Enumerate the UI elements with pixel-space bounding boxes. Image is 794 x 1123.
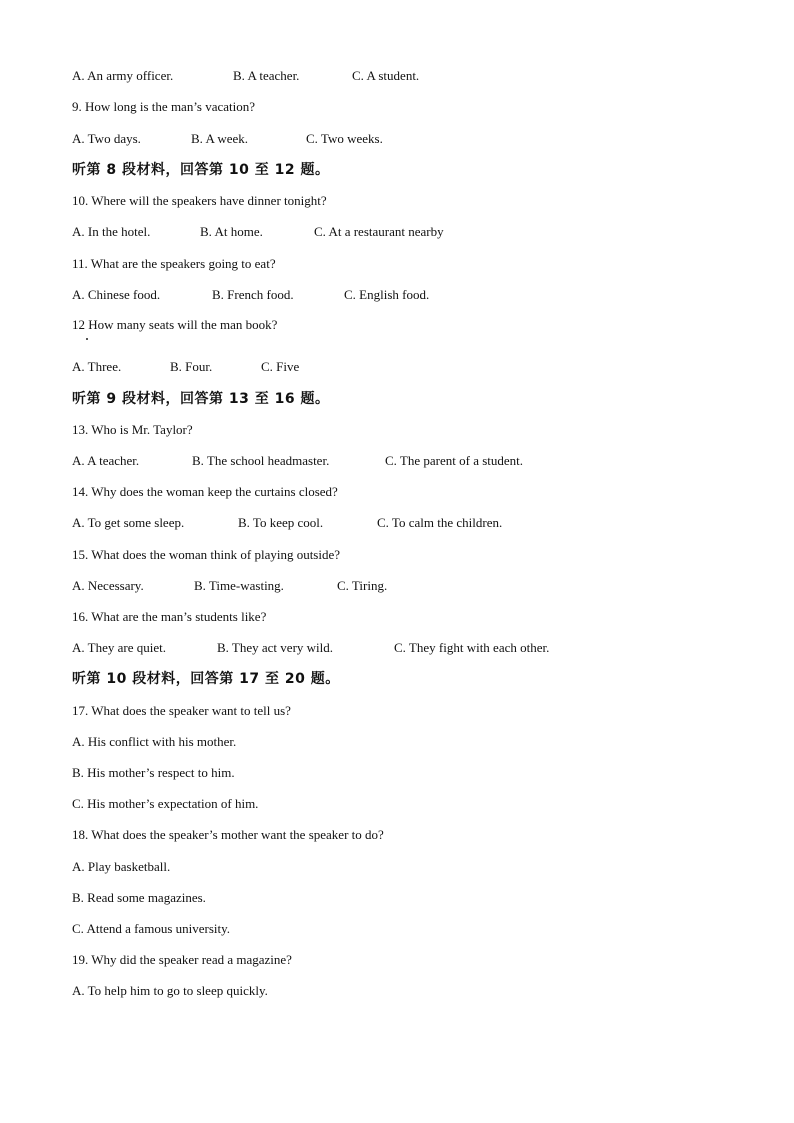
option-b: B. At home. bbox=[200, 224, 263, 239]
question-19: 19. Why did the speaker read a magazine? bbox=[72, 952, 292, 967]
q18-option-a: A. Play basketball. bbox=[72, 859, 171, 874]
question-15: 15. What does the woman think of playing outside? bbox=[72, 547, 341, 562]
question-12: 12 How many seats will the man book? bbox=[72, 317, 278, 332]
question-9: 9. How long is the man’s vacation? bbox=[72, 99, 256, 114]
q18-option-c: C. Attend a famous university. bbox=[72, 921, 231, 936]
question-13: 13. Who is Mr. Taylor? bbox=[72, 422, 193, 437]
option-b: B. A week. bbox=[191, 131, 249, 146]
question-18: 18. What does the speaker’s mother want the speaker to do? bbox=[72, 827, 384, 842]
option-c: C. Two weeks. bbox=[306, 131, 383, 146]
question-17: 17. What does the speaker want to tell us? bbox=[72, 703, 291, 718]
section-heading-10: 听第 10 段材料，回答第 17 至 20 题。 bbox=[72, 671, 340, 687]
q17-option-c: C. His mother’s expectation of him. bbox=[72, 796, 259, 811]
option-c: C. To calm the children. bbox=[377, 515, 503, 530]
question-11: 11. What are the speakers going to eat? bbox=[72, 256, 276, 271]
question-10: 10. Where will the speakers have dinner tonight? bbox=[72, 193, 327, 208]
option-c: C. A student. bbox=[352, 68, 420, 83]
q18-option-b: B. Read some magazines. bbox=[72, 890, 206, 905]
option-c: C. They fight with each other. bbox=[394, 640, 550, 655]
option-b: B. The school headmaster. bbox=[192, 453, 330, 468]
q17-option-a: A. His conflict with his mother. bbox=[72, 734, 237, 749]
option-c: C. The parent of a student. bbox=[385, 453, 524, 468]
option-c: C. At a restaurant nearby bbox=[314, 224, 444, 239]
stray-mark bbox=[86, 338, 88, 340]
option-a: A. A teacher. bbox=[72, 453, 140, 468]
option-a: A. Two days. bbox=[72, 131, 141, 146]
option-c: C. English food. bbox=[344, 287, 430, 302]
option-b: B. A teacher. bbox=[233, 68, 300, 83]
q19-option-a: A. To help him to go to sleep quickly. bbox=[72, 983, 268, 998]
option-b: B. Four. bbox=[170, 359, 213, 374]
option-b: B. They act very wild. bbox=[217, 640, 334, 655]
option-a: A. To get some sleep. bbox=[72, 515, 185, 530]
section-heading-9: 听第 9 段材料，回答第 13 至 16 题。 bbox=[72, 391, 330, 407]
option-a: A. They are quiet. bbox=[72, 640, 166, 655]
option-a: A. An army officer. bbox=[72, 68, 174, 83]
question-16: 16. What are the man’s students like? bbox=[72, 609, 267, 624]
option-b: B. French food. bbox=[212, 287, 294, 302]
section-heading-8: 听第 8 段材料，回答第 10 至 12 题。 bbox=[72, 162, 330, 178]
option-c: C. Tiring. bbox=[337, 578, 388, 593]
question-14: 14. Why does the woman keep the curtains closed? bbox=[72, 484, 338, 499]
option-b: B. Time-wasting. bbox=[194, 578, 284, 593]
option-c: C. Five bbox=[261, 359, 300, 374]
option-a: A. Necessary. bbox=[72, 578, 144, 593]
option-a: A. Chinese food. bbox=[72, 287, 161, 302]
option-b: B. To keep cool. bbox=[238, 515, 324, 530]
option-a: A. In the hotel. bbox=[72, 224, 151, 239]
option-a: A. Three. bbox=[72, 359, 122, 374]
q17-option-b: B. His mother’s respect to him. bbox=[72, 765, 235, 780]
